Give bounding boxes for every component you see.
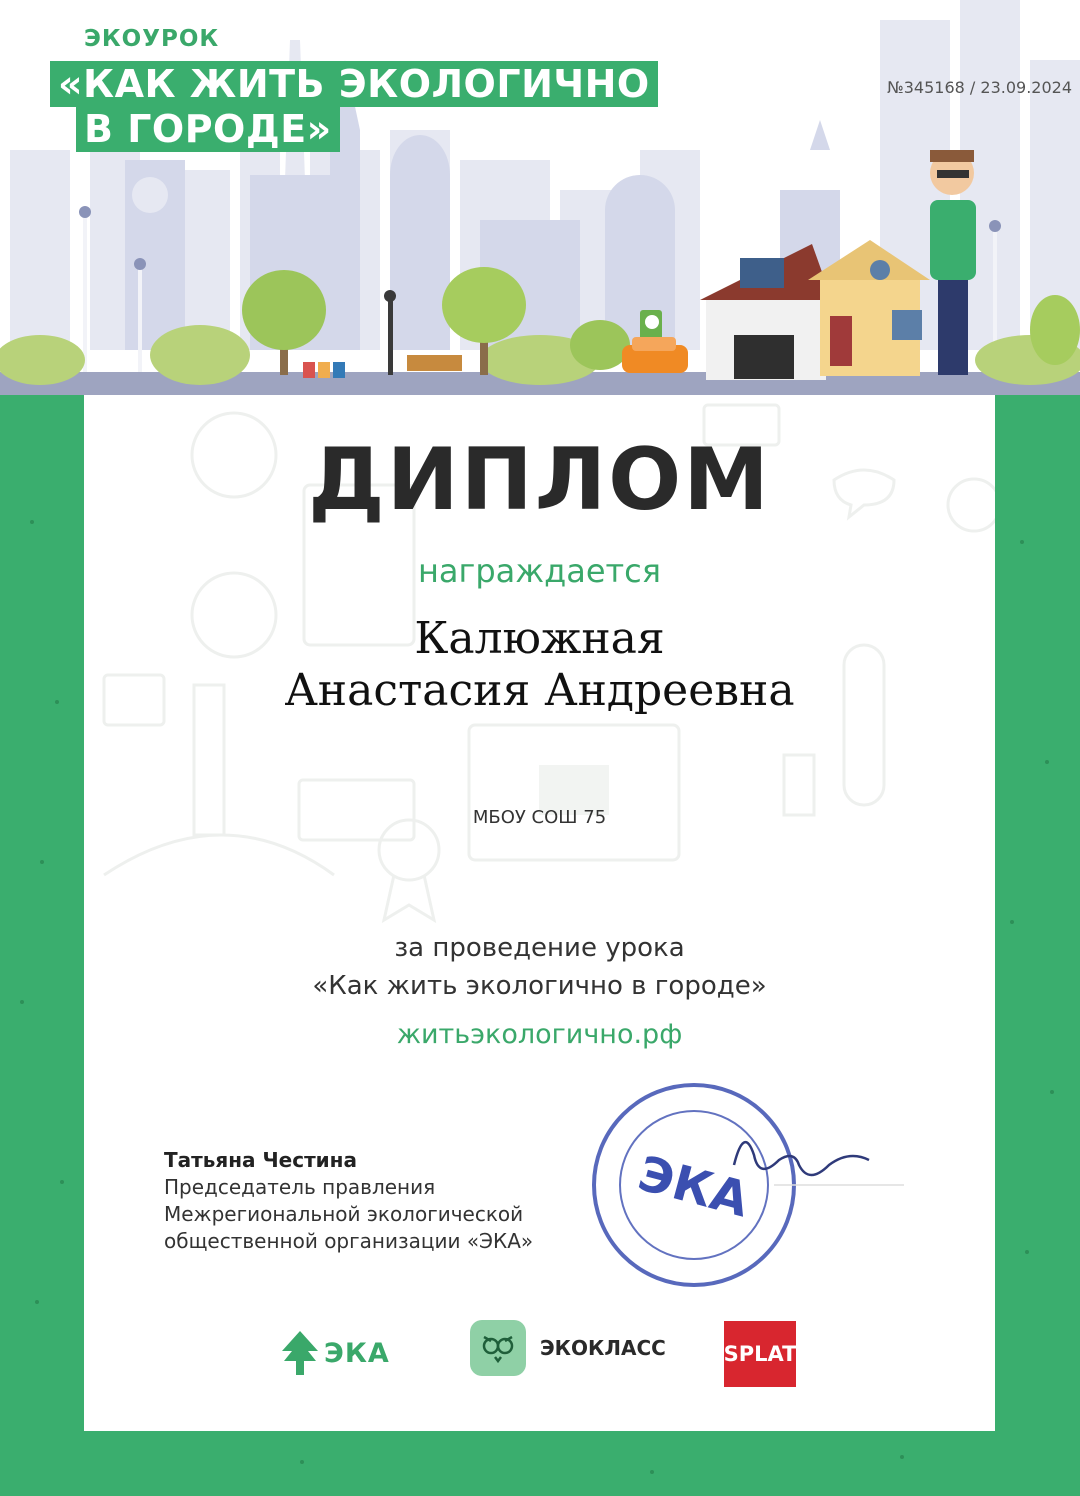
diploma-card — [84, 395, 995, 1431]
awarded-label: награждается — [418, 552, 661, 590]
header-illustration — [0, 0, 1080, 395]
reason-line1: за проведение урока — [394, 933, 685, 963]
ecolesson-kicker: ЭКОУРОК — [84, 26, 220, 52]
document-number: №345168 / 23.09.2024 — [887, 78, 1072, 97]
signatory-position-line3: общественной организации «ЭКА» — [164, 1229, 534, 1253]
website-link[interactable]: житьэкологично.рф — [396, 1019, 683, 1050]
ekoklass-logo — [470, 1320, 666, 1376]
school-name: МБОУ СОШ 75 — [472, 807, 607, 828]
owl-icon — [470, 1320, 526, 1376]
signatory-block — [164, 1147, 533, 1255]
ekoklass-logo-text: ЭКОКЛАСС — [540, 1336, 666, 1360]
city-skyline-illustration — [0, 0, 1080, 395]
partner-logos — [84, 1315, 995, 1395]
eka-logo — [280, 1331, 390, 1375]
eka-logo-text: ЭКА — [324, 1337, 390, 1369]
lesson-title-line1: «КАК ЖИТЬ ЭКОЛОГИЧНО — [50, 61, 658, 107]
diploma-heading: ДИПЛОМ — [308, 430, 771, 530]
signatory-position-line2: Межрегиональной экологической — [164, 1202, 524, 1226]
signature — [734, 1142, 869, 1175]
eka-tree-icon — [280, 1331, 320, 1375]
recipient-given-names: Анастасия Андреевна — [284, 665, 795, 716]
stamp-center-text: ЭКА — [632, 1145, 755, 1229]
recipient-surname: Калюжная — [414, 613, 665, 664]
signatory-position-line1: Председатель правления — [164, 1175, 436, 1199]
reason-line2: «Как жить экологично в городе» — [312, 971, 767, 1001]
signatory-name: Татьяна Честина — [164, 1148, 357, 1172]
splat-logo: SPLAT — [724, 1321, 796, 1387]
organization-stamp — [584, 1075, 904, 1295]
lesson-title-line2: В ГОРОДЕ» — [76, 106, 340, 152]
